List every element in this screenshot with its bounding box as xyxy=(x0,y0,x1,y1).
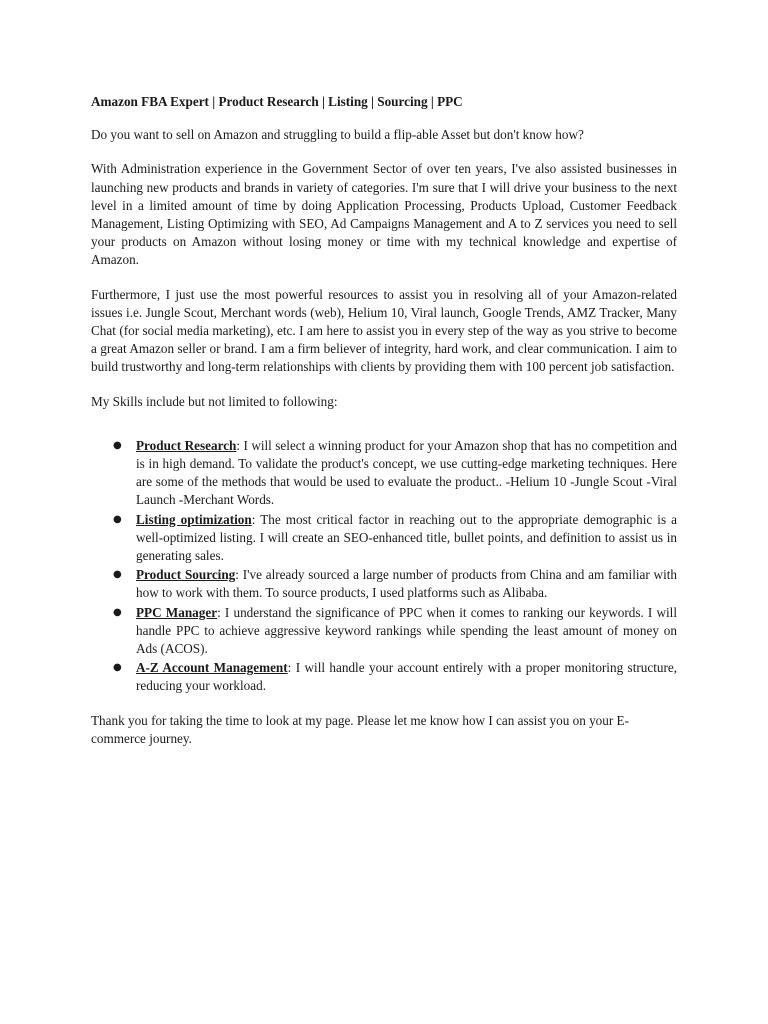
skill-item-product-research xyxy=(91,437,677,510)
bullet-icon: ● xyxy=(113,606,122,618)
skill-term: PPC Manager xyxy=(136,604,218,620)
skill-term: A-Z Account Management xyxy=(136,660,288,676)
skill-description: : I will handle your account entirely with a proper monitoring structure, reducing your workload. xyxy=(136,660,677,694)
skills-list xyxy=(91,437,677,696)
bullet-icon: ● xyxy=(113,569,122,581)
skill-term: Product Research xyxy=(136,437,237,453)
skill-item-account-management xyxy=(91,659,677,695)
bullet-icon: ● xyxy=(113,439,122,451)
skill-item-ppc-manager xyxy=(91,604,677,659)
intro-question: Do you want to sell on Amazon and struggling to build a flip-able Asset but don't know how? xyxy=(91,127,584,143)
skill-description: : I've already sourced a large number of products from China and am familiar with how to work with them. To source products, I used platforms such as Alibaba. xyxy=(136,567,677,601)
document-page xyxy=(91,93,677,764)
document-title: Amazon FBA Expert | Product Research | Listing | Sourcing | PPC xyxy=(91,94,463,109)
bullet-icon: ● xyxy=(113,513,122,525)
bullet-icon: ● xyxy=(113,662,122,674)
closing-paragraph: Thank you for taking the time to look at my page. Please let me know how I can assist you on your E-commerce journey. xyxy=(91,712,630,746)
skill-description: : I understand the significance of PPC when it comes to ranking our keywords. I will handle PPC to achieve aggressive keyword rankings while spending the least amount of money on Ads (ACOS). xyxy=(136,604,677,657)
skill-description: : I will select a winning product for your Amazon shop that has no competition and is in high demand. To validate the product's concept, we use cutting-edge marketing techniques. Here are some of the methods that would be used to evaluate the product.. -Helium 10 -Jungle Scout -Viral Launch -Merchant Words. xyxy=(136,437,677,508)
skill-term: Product Sourcing xyxy=(136,567,236,583)
paragraph-experience: With Administration experience in the Government Sector of over ten years, I've also assisted businesses in launching new products and brands in variety of categories. I'm sure that I will drive your business to the next level in a limited amount of time by doing Application Processing, Products Upload, Customer Feedback Management, Listing Optimizing with SEO, Ad Campaigns Management and A to Z services you need to sell your products on Amazon without losing money or time with my technical knowledge and expertise of Amazon. xyxy=(91,161,677,268)
skills-intro: My Skills include but not limited to following: xyxy=(91,393,338,409)
skill-description: : The most critical factor in reaching out to the appropriate demographic is a well-optimized listing. I will create an SEO-enhanced title, bullet points, and definition to assist us in generating sales. xyxy=(136,511,678,564)
paragraph-resources: Furthermore, I just use the most powerful resources to assist you in resolving all of your Amazon-related issues i.e. Jungle Scout, Merchant words (web), Helium 10, Viral launch, Google Trends, AMZ Tracker, Many Chat (for social media marketing), etc. I am here to assist you in every step of the way as you strive to become a great Amazon seller or brand. I am a firm believer of integrity, hard work, and clear communication. I aim to build trustworthy and long-term relationships with clients by providing them with 100 percent job satisfaction. xyxy=(91,286,677,375)
skill-term: Listing optimization xyxy=(136,511,252,527)
skill-item-listing-optimization xyxy=(91,511,677,566)
skill-item-product-sourcing xyxy=(91,566,677,602)
